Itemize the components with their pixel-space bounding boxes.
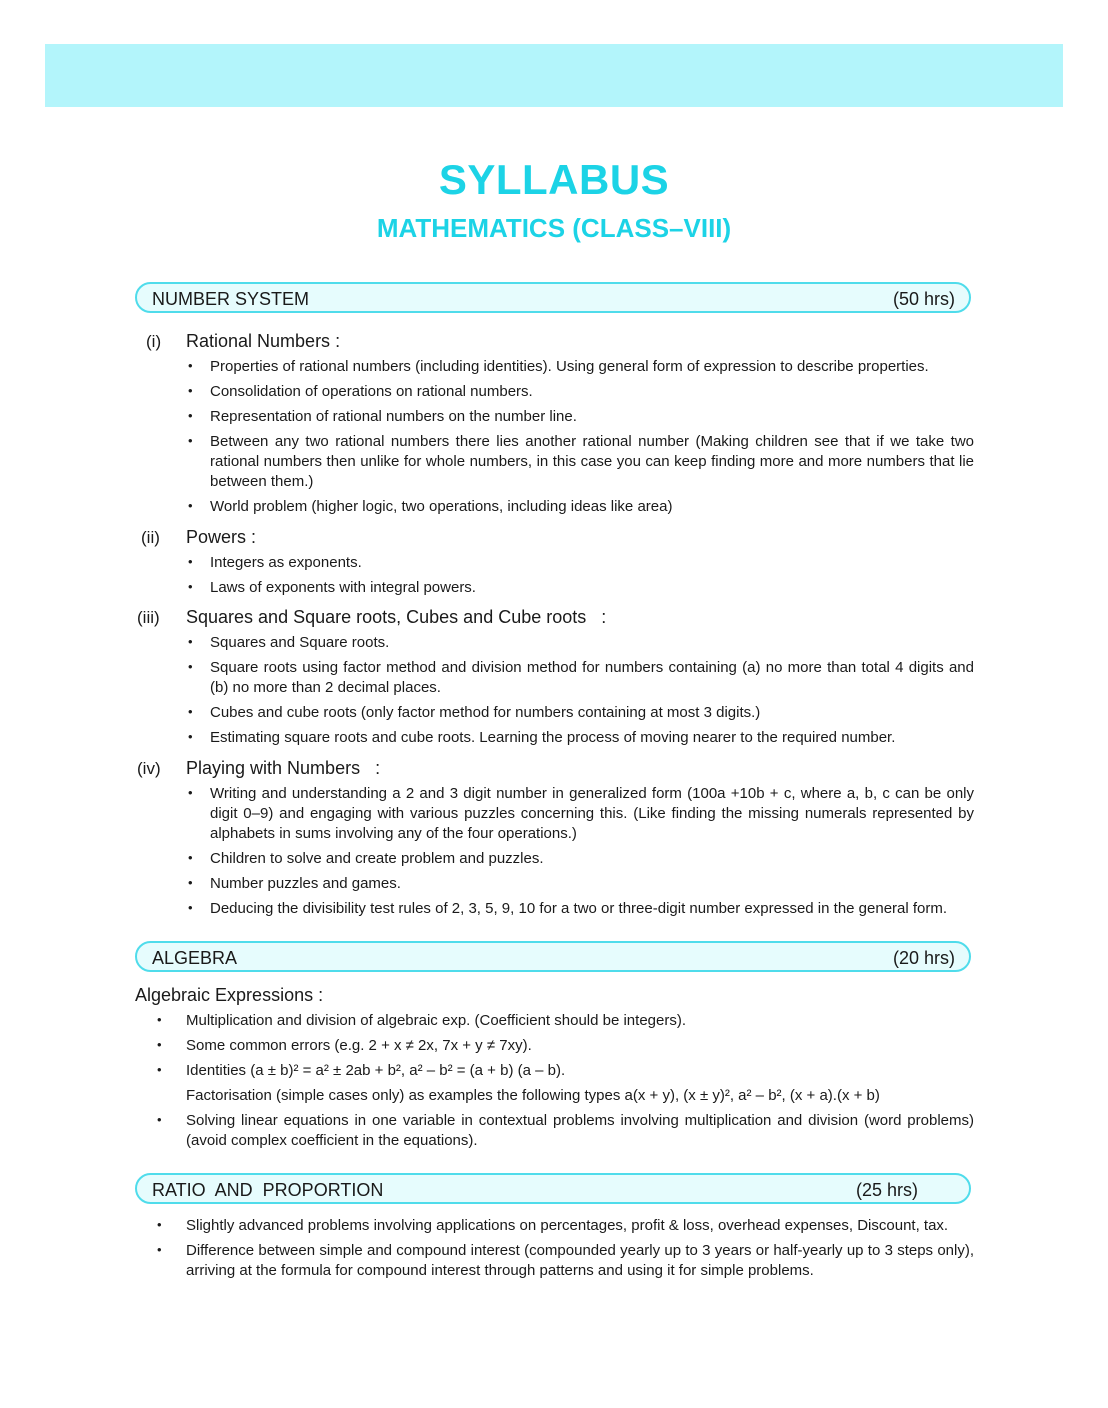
bullet: • (188, 579, 193, 594)
list-item: Slightly advanced problems involving applications on percentages, profit & loss, overhead expenses, Discount, tax. (186, 1217, 949, 1234)
bullet: • (188, 498, 193, 513)
list-item: Squares and Square roots. (210, 634, 390, 651)
section-title: RATIO AND PROPORTION (152, 1180, 384, 1200)
list-item: World problem (higher logic, two operations, including ideas like area) (210, 498, 673, 515)
bullet: • (157, 1037, 162, 1052)
list-item: Factorisation (simple cases only) as examples the following types a(x + y), (x ± y)², a² – b², (x + a).(x + b) (186, 1087, 880, 1104)
header-band (45, 44, 1063, 107)
bullet: • (188, 358, 193, 373)
topic-title: Playing with Numbers : (186, 758, 381, 778)
section-title: NUMBER SYSTEM (152, 289, 310, 309)
list-item: Representation of rational numbers on the number line. (210, 408, 577, 425)
list-item: Difference between simple and compound interest (compounded yearly up to 3 years or half-yearly up to 3 steps only), arriving at the formula for compound interest through patterns and using it for simple problems. (186, 1242, 974, 1279)
bullet: • (157, 1112, 162, 1127)
section-title: ALGEBRA (152, 948, 238, 968)
section-hours: (25 hrs) (855, 1180, 918, 1200)
section-bar-ratio (135, 1173, 971, 1204)
bullet: • (188, 704, 193, 719)
bullet: • (157, 1217, 162, 1232)
list-item: Multiplication and division of algebraic exp. (Coefficient should be integers). (186, 1012, 687, 1029)
topic-title: Squares and Square roots, Cubes and Cube roots : (186, 607, 607, 627)
bullet: • (188, 383, 193, 398)
list-item: Solving linear equations in one variable in contextual problems involving multiplication and division (word problems) (avoid complex coefficient in the equations). (186, 1112, 974, 1149)
list-item: Estimating square roots and cube roots. Learning the process of moving nearer to the required number. (210, 729, 896, 746)
section-hours: (50 hrs) (892, 289, 955, 309)
list-item: Children to solve and create problem and puzzles. (210, 850, 544, 867)
topic-number: (iv) (137, 759, 161, 778)
list-item: Identities (a ± b)² = a² ± 2ab + b², a² – b² = (a + b) (a – b). (186, 1062, 566, 1079)
list-item: Square roots using factor method and division method for numbers containing (a) no more than total 4 digits and (b) no more than 2 decimal places. (210, 659, 974, 696)
subsection-title: Algebraic Expressions : (135, 985, 324, 1005)
list-item: Laws of exponents with integral powers. (210, 579, 476, 596)
bullet: • (188, 785, 193, 800)
bullet: • (188, 850, 193, 865)
section-bar-number-system (135, 282, 971, 313)
bullet: • (157, 1012, 162, 1027)
bullet: • (188, 875, 193, 890)
list-item: Cubes and cube roots (only factor method for numbers containing at most 3 digits.) (210, 704, 761, 721)
list-item: Some common errors (e.g. 2 + x ≠ 2x, 7x + y ≠ 7xy). (186, 1037, 532, 1054)
bullet: • (157, 1242, 162, 1257)
bullet: • (188, 433, 193, 448)
bullet: • (188, 554, 193, 569)
bullet: • (188, 634, 193, 649)
bullet: • (188, 408, 193, 423)
page-title: SYLLABUS (438, 156, 670, 203)
list-item: Properties of rational numbers (including identities). Using general form of expression to describe properties. (210, 358, 929, 375)
section-hours: (20 hrs) (892, 948, 955, 968)
list-item: Deducing the divisibility test rules of 2, 3, 5, 9, 10 for a two or three-digit number expressed in the general form. (210, 900, 948, 917)
page-subtitle: MATHEMATICS (CLASS–VIII) (376, 213, 732, 243)
list-item: Between any two rational numbers there lies another rational number (Making children see that if we take two rational numbers then unlike for whole numbers, in this case you can keep finding more and more numbers that lie between them.) (210, 433, 974, 490)
section-bar-algebra (135, 941, 971, 972)
topic-title: Powers : (186, 527, 257, 547)
bullet: • (188, 659, 193, 674)
list-item: Integers as exponents. (210, 554, 362, 571)
list-item: Number puzzles and games. (210, 875, 401, 892)
list-item: Writing and understanding a 2 and 3 digit number in generalized form (100a +10b + c, where a, b, c can be only digit 0–9) and engaging with various puzzles concerning this. (Like finding the missing numerals represented by alphabets in sums involving any of the four operations.) (210, 785, 974, 842)
bullet: • (157, 1062, 162, 1077)
list-item: Consolidation of operations on rational numbers. (210, 383, 533, 400)
topic-number: (i) (146, 332, 162, 351)
topic-number: (ii) (141, 528, 160, 547)
topic-title: Rational Numbers : (186, 331, 341, 351)
topic-number: (iii) (137, 608, 160, 627)
bullet: • (188, 900, 193, 915)
bullet: • (188, 729, 193, 744)
